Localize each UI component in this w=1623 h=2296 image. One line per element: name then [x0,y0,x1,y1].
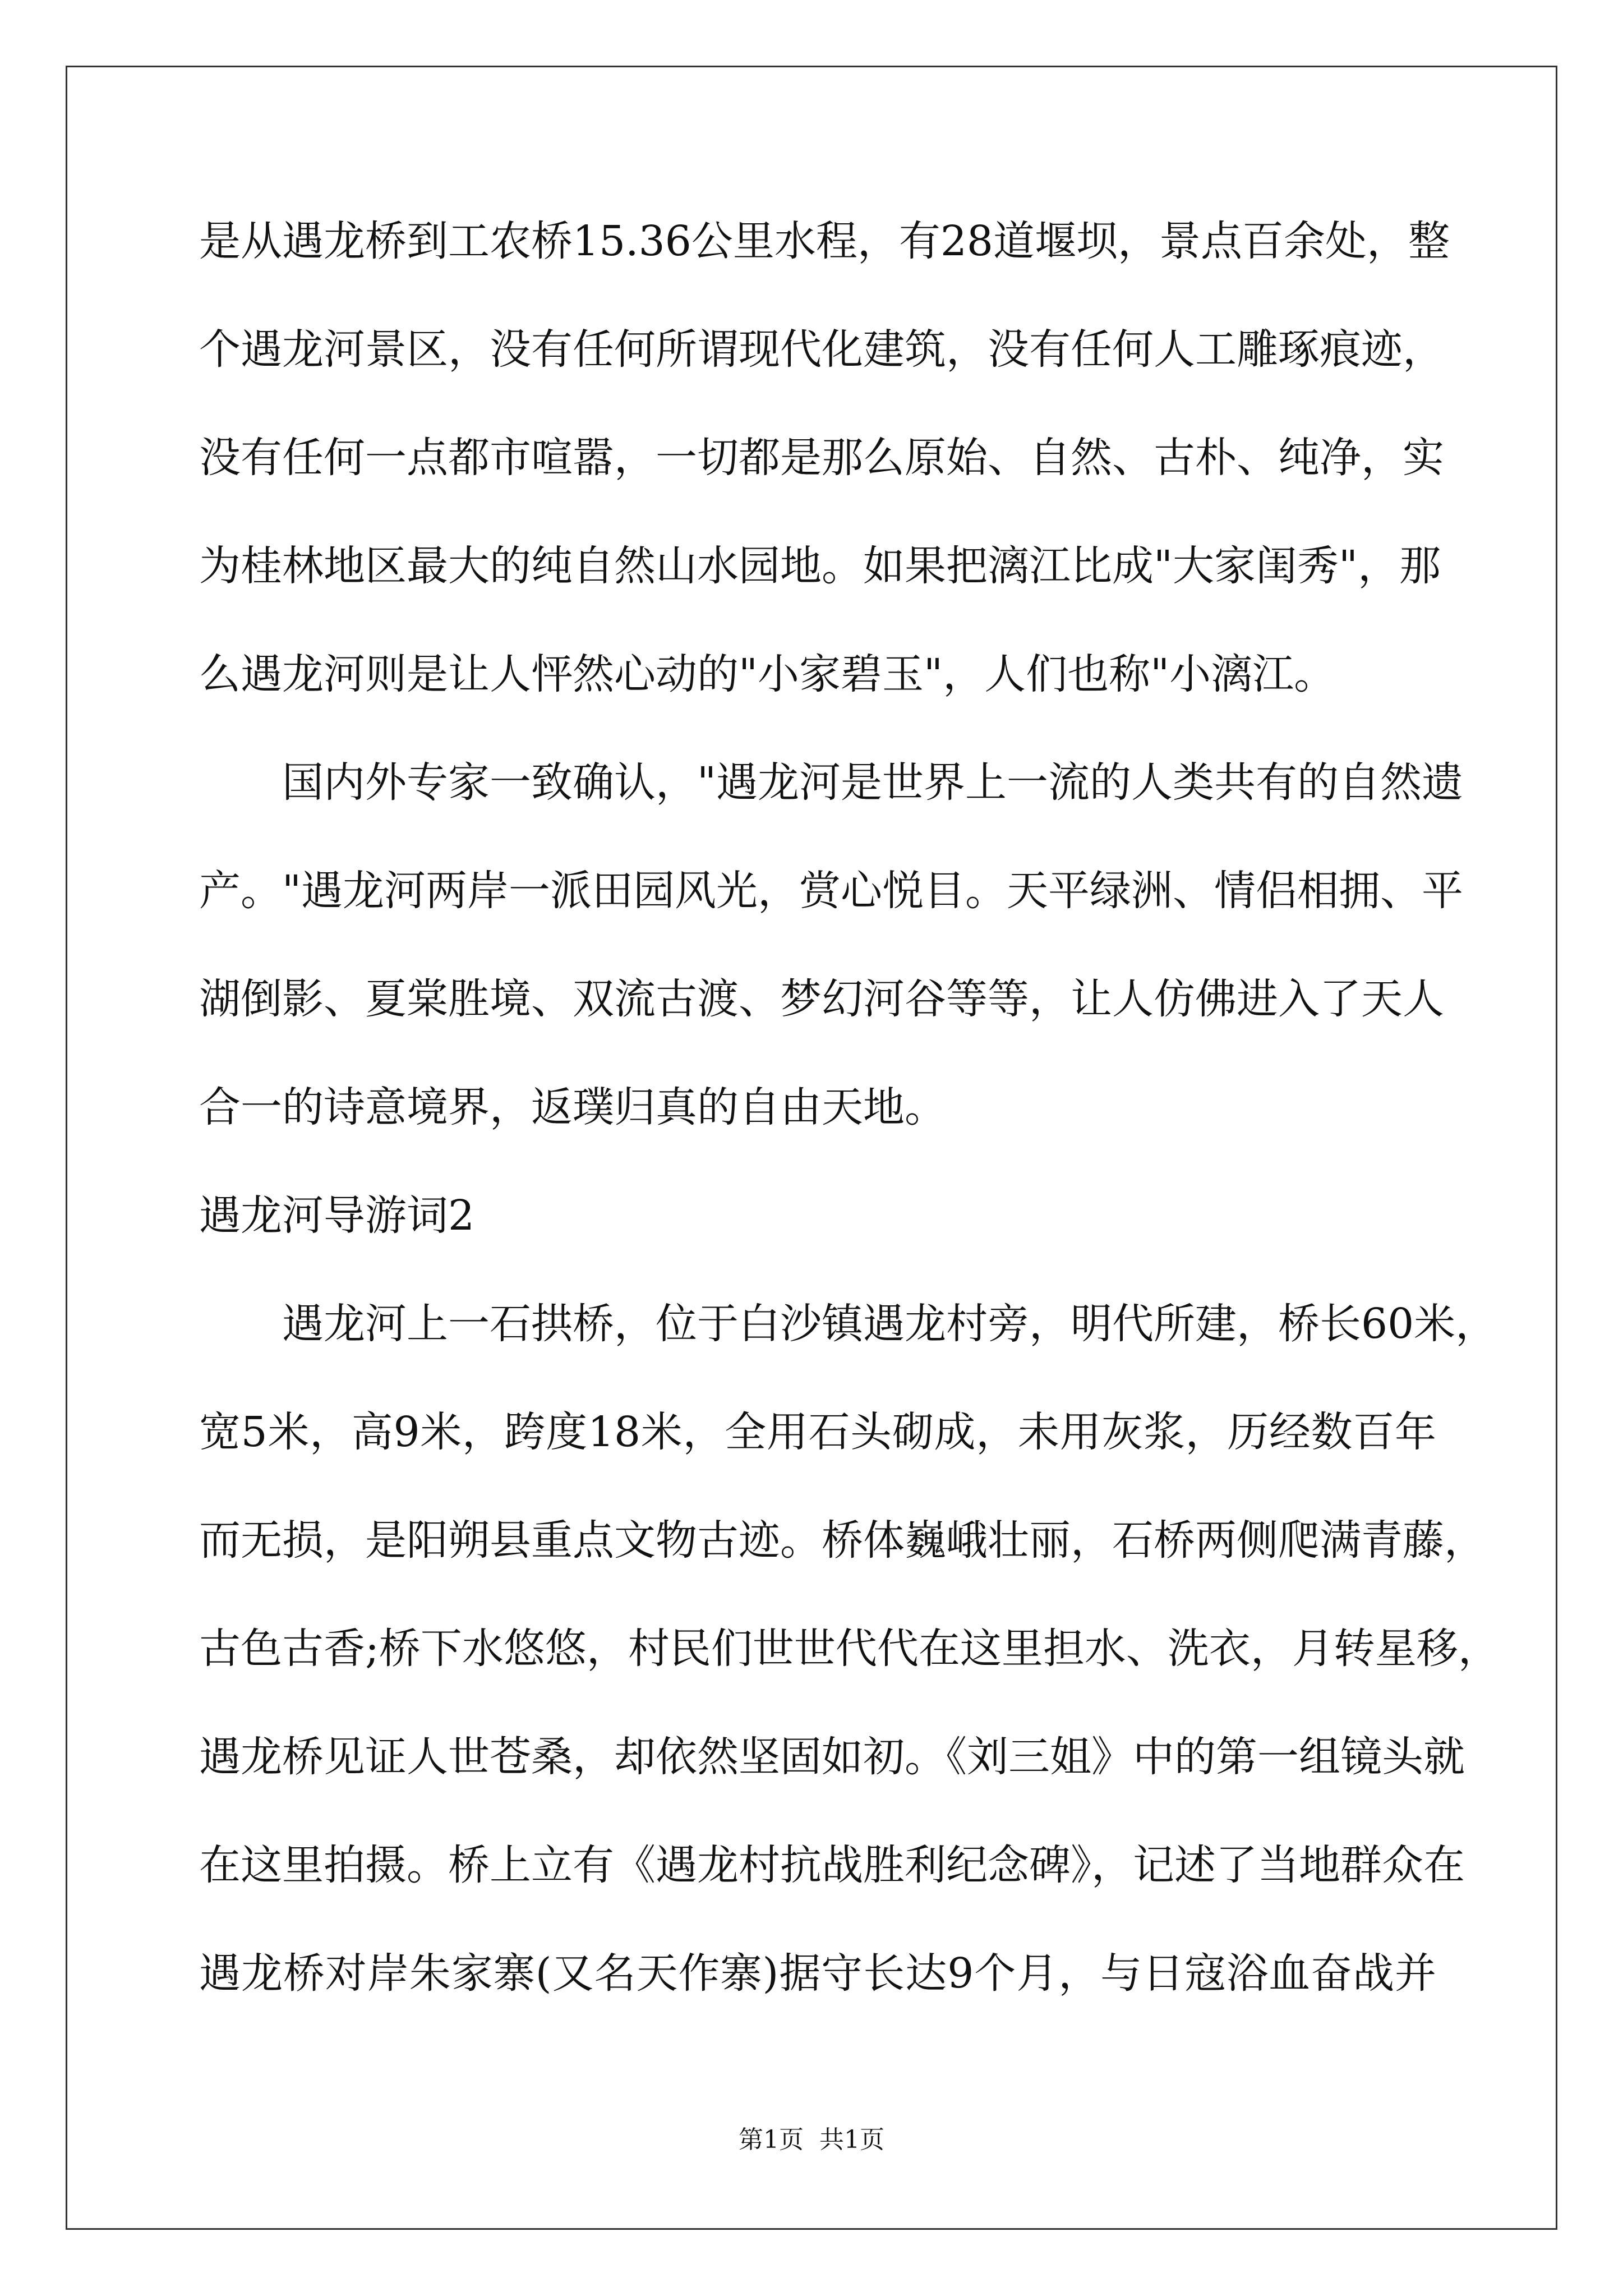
paragraph-line: 遇龙桥见证人世苍桑，却依然坚固如初。《刘三姐》中的第一组镜头就 [199,1733,1465,1781]
paragraph-line: 宽5米，高9米，跨度18米，全用石头砌成，未用灰浆，历经数百年 [199,1408,1436,1456]
paragraph-line: 个遇龙河景区，没有任何所谓现代化建筑，没有任何人工雕琢痕迹， [199,325,1444,374]
page-number-footer: 第1页 共1页 [739,2125,884,2154]
paragraph-line: 而无损，是阳朔县重点文物古迹。桥体巍峨壮丽，石桥两侧爬满青藤， [199,1516,1486,1565]
paragraph-line: 产。"遇龙河两岸一派田园风光，赏心悦目。天平绿洲、情侣相拥、平 [199,867,1464,915]
paragraph-line: 遇龙河上一石拱桥，位于白沙镇遇龙村旁，明代所建，桥长60米， [282,1300,1497,1348]
paragraph-line: 遇龙桥对岸朱家寨(又名天作寨)据守长达9个月，与日寇浴血奋战并 [199,1949,1436,1998]
paragraph-line: 为桂林地区最大的纯自然山水园地。如果把漓江比成"大家闺秀"，那 [199,542,1441,590]
section-heading: 遇龙河导游词2 [199,1191,475,1240]
paragraph-line: 么遇龙河则是让人怦然心动的"小家碧玉"，人们也称"小漓江。 [199,650,1336,698]
paragraph-line: 合一的诗意境界，返璞归真的自由天地。 [199,1083,946,1131]
paragraph-line: 古色古香;桥下水悠悠，村民们世世代代在这里担水、洗衣，月转星移， [199,1625,1500,1673]
page-border [66,66,1557,2230]
paragraph-line: 没有任何一点都市喧嚣，一切都是那么原始、自然、古朴、纯净，实 [199,434,1444,482]
paragraph-line: 国内外专家一致确认，"遇龙河是世界上一流的人类共有的自然遗 [282,758,1464,807]
paragraph-line: 是从遇龙桥到工农桥15.36公里水程，有28道堰坝，景点百余处，整 [199,217,1450,265]
paragraph-line: 在这里拍摄。桥上立有《遇龙村抗战胜利纪念碑》，记述了当地群众在 [199,1841,1465,1889]
paragraph-line: 湖倒影、夏棠胜境、双流古渡、梦幻河谷等等，让人仿佛进入了天人 [199,975,1444,1023]
